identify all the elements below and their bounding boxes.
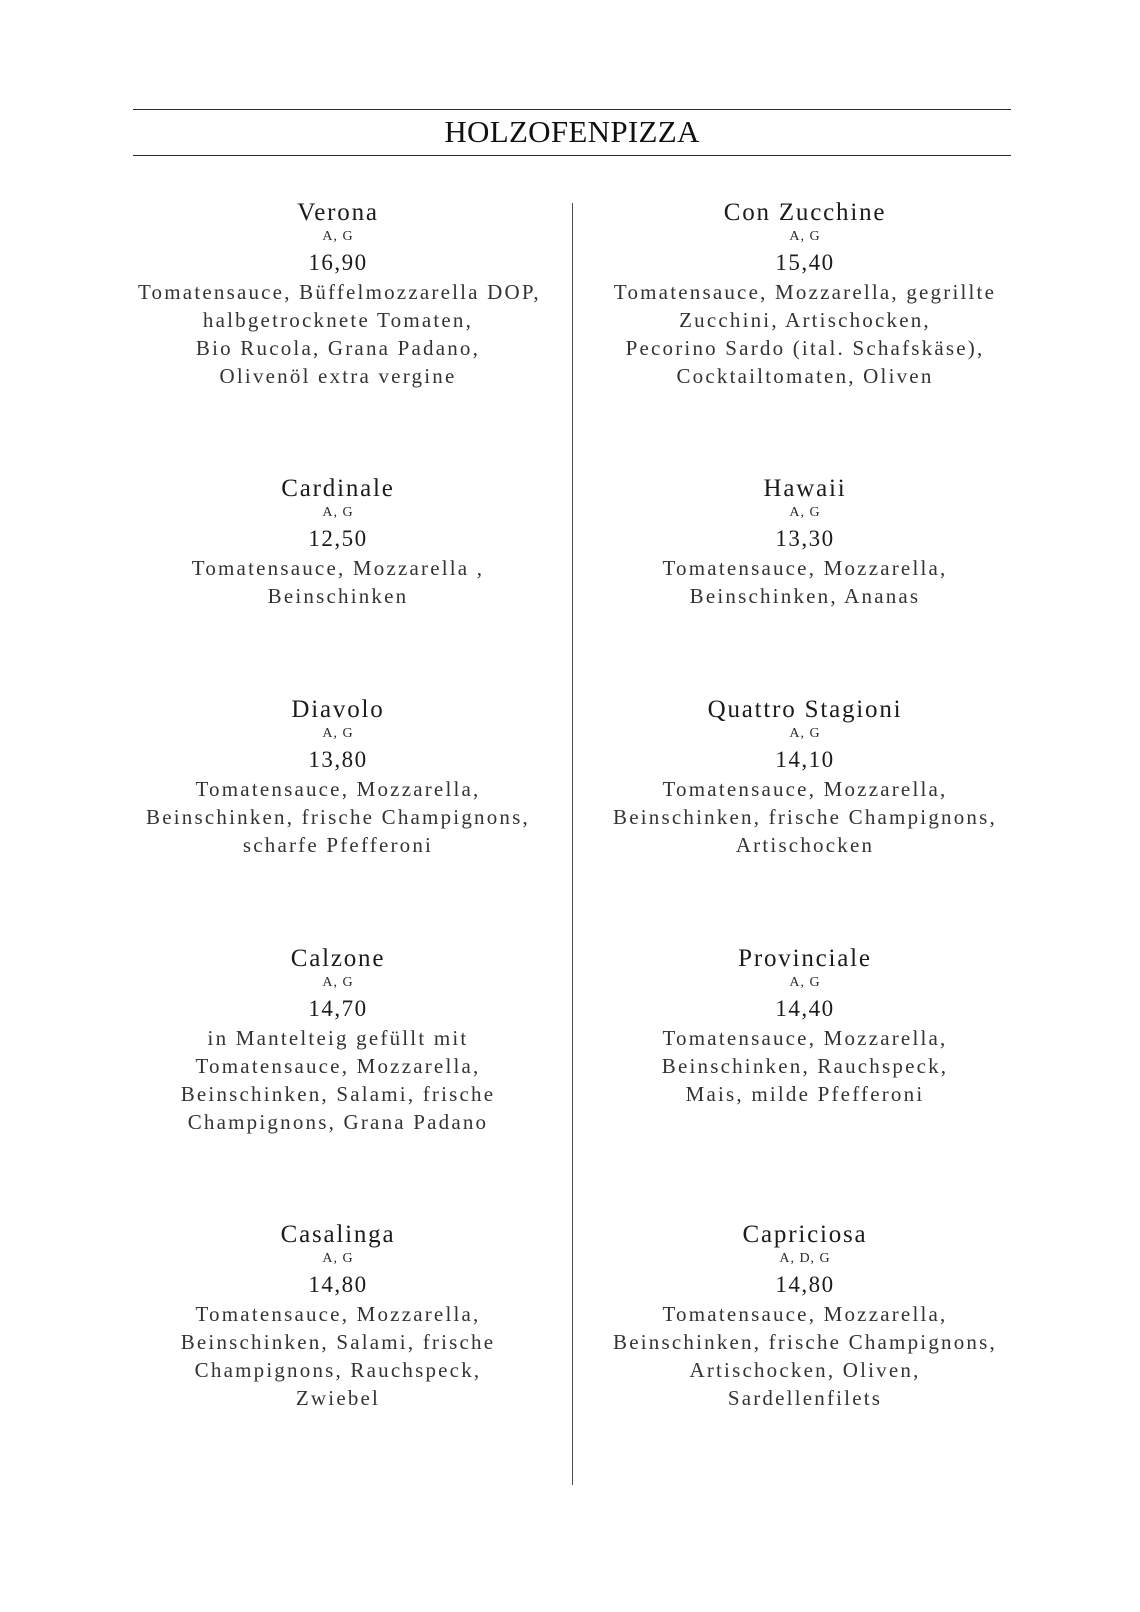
item-price: 13,80 — [308, 747, 368, 772]
description-line: Tomatensauce, Büffelmozzarella DOP, — [138, 280, 541, 304]
description-line: Beinschinken — [267, 584, 409, 608]
menu-item-verona — [138, 198, 541, 390]
menu-item-capriciosa — [600, 1220, 1010, 1412]
item-name: Diavolo — [291, 696, 385, 723]
item-description — [600, 1300, 1010, 1412]
menu-item-diavolo — [138, 695, 538, 859]
description-line: Champignons, Rauchspeck, — [194, 1358, 482, 1382]
description-line: Tomatensauce, Mozzarella, — [662, 1302, 948, 1326]
menu-item-provinciale — [600, 944, 1010, 1108]
description-line: Tomatensauce, Mozzarella, — [195, 777, 481, 801]
description-line: Champignons, Grana Padano — [187, 1110, 489, 1134]
item-allergens: A, G — [322, 229, 354, 244]
item-description — [138, 278, 541, 390]
item-name: Hawaii — [763, 475, 847, 502]
item-name: Casalinga — [280, 1221, 396, 1248]
item-allergens: A, G — [789, 726, 821, 741]
item-description — [138, 554, 538, 610]
column-divider — [572, 203, 573, 1485]
menu-item-quattro-stagioni — [600, 695, 1010, 859]
description-line: Tomatensauce, Mozzarella, — [662, 777, 948, 801]
item-description — [138, 1024, 538, 1136]
description-line: Beinschinken, Salami, frische — [180, 1330, 496, 1354]
description-line: Tomatensauce, Mozzarella, gegrillte — [613, 280, 997, 304]
description-line: Zwiebel — [295, 1386, 381, 1410]
description-line: Mais, milde Pfefferoni — [685, 1082, 925, 1106]
description-line: Olivenöl extra vergine — [219, 364, 457, 388]
description-line: Tomatensauce, Mozzarella , — [191, 556, 485, 580]
menu-item-hawaii — [600, 474, 1010, 610]
item-name: Calzone — [290, 945, 386, 972]
item-name: Verona — [297, 199, 379, 226]
description-line: Artischocken, Oliven, — [689, 1358, 921, 1382]
item-name: Cardinale — [281, 475, 395, 502]
page-title: HOLZOFENPIZZA — [444, 114, 700, 149]
item-description — [600, 554, 1010, 610]
item-price: 14,80 — [308, 1272, 368, 1297]
menu-item-calzone — [138, 944, 538, 1136]
description-line: Artischocken — [735, 833, 875, 857]
item-allergens: A, D, G — [779, 1251, 831, 1266]
menu-item-cardinale — [138, 474, 538, 610]
title-rule-bottom — [133, 155, 1011, 156]
description-line: Tomatensauce, Mozzarella, — [662, 1026, 948, 1050]
description-line: Sardellenfilets — [727, 1386, 883, 1410]
description-line: Tomatensauce, Mozzarella, — [195, 1302, 481, 1326]
description-line: scharfe Pfefferoni — [242, 833, 434, 857]
item-name: Con Zucchine — [723, 199, 887, 226]
item-allergens: A, G — [789, 229, 821, 244]
item-price: 12,50 — [308, 526, 368, 551]
description-line: Cocktailtomaten, Oliven — [676, 364, 934, 388]
item-price: 15,40 — [775, 250, 835, 275]
description-line: Beinschinken, frische Champignons, — [613, 1330, 997, 1354]
item-allergens: A, G — [789, 975, 821, 990]
item-allergens: A, G — [789, 505, 821, 520]
description-line: Beinschinken, frische Champignons, — [613, 805, 997, 829]
description-line: Tomatensauce, Mozzarella, — [195, 1054, 481, 1078]
item-description — [600, 775, 1010, 859]
item-price: 13,30 — [775, 526, 835, 551]
menu-item-casalinga — [138, 1220, 538, 1412]
item-price: 14,40 — [775, 996, 835, 1021]
item-name: Provinciale — [738, 945, 872, 972]
title-rule-top — [133, 109, 1011, 110]
item-name: Capriciosa — [742, 1221, 868, 1248]
item-description — [138, 1300, 538, 1412]
item-description — [600, 278, 1010, 390]
item-description — [600, 1024, 1010, 1108]
menu-item-con-zucchine — [600, 198, 1010, 390]
item-allergens: A, G — [322, 975, 354, 990]
item-description — [138, 775, 538, 859]
description-line: Tomatensauce, Mozzarella, — [662, 556, 948, 580]
item-price: 14,70 — [308, 996, 368, 1021]
description-line: Zucchini, Artischocken, — [679, 308, 931, 332]
item-price: 16,90 — [308, 250, 368, 275]
description-line: Bio Rucola, Grana Padano, — [195, 336, 481, 360]
description-line: Beinschinken, Ananas — [689, 584, 921, 608]
item-price: 14,80 — [775, 1272, 835, 1297]
description-line: Beinschinken, Rauchspeck, — [661, 1054, 949, 1078]
description-line: Beinschinken, Salami, frische — [180, 1082, 496, 1106]
description-line: halbgetrocknete Tomaten, — [202, 308, 474, 332]
item-allergens: A, G — [322, 505, 354, 520]
item-price: 14,10 — [775, 747, 835, 772]
item-allergens: A, G — [322, 726, 354, 741]
description-line: in Mantelteig gefüllt mit — [207, 1026, 469, 1050]
item-name: Quattro Stagioni — [707, 696, 903, 723]
description-line: Pecorino Sardo (ital. Schafskäse), — [625, 336, 985, 360]
description-line: Beinschinken, frische Champignons, — [146, 805, 530, 829]
item-allergens: A, G — [322, 1251, 354, 1266]
